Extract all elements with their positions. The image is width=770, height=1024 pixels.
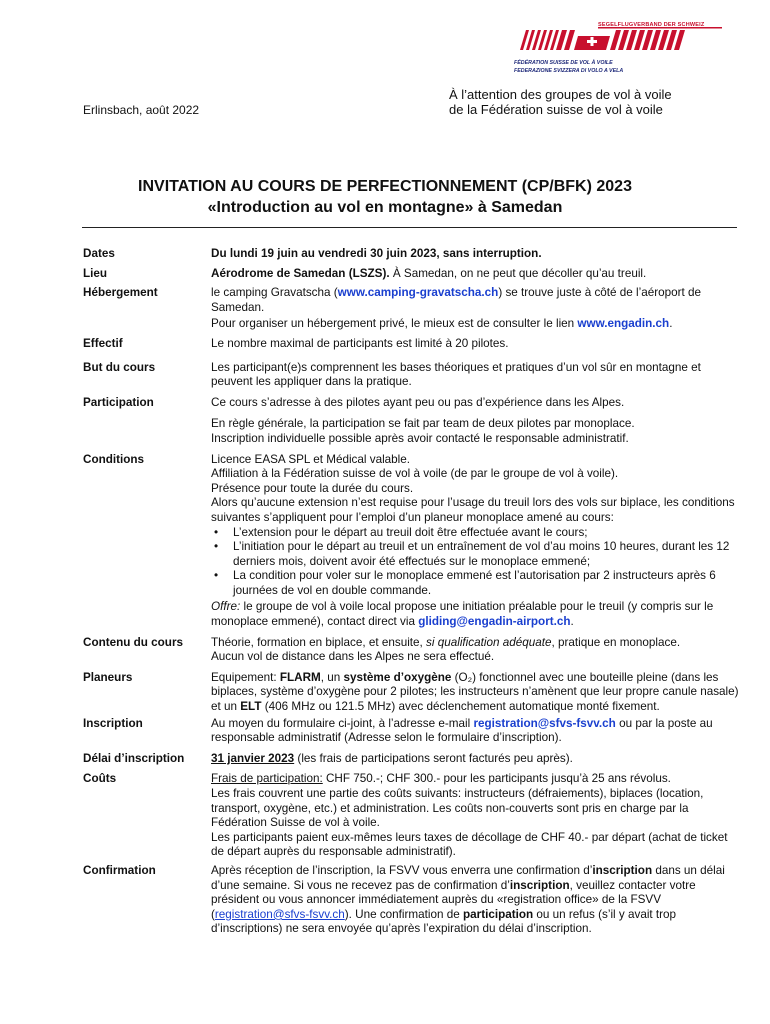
effectif-value: Le nombre maximal de participants est limité à 20 pilotes. [211, 336, 509, 350]
row-participation [83, 396, 743, 447]
conditions-l1: Licence EASA SPL et Médical valable. [211, 452, 411, 466]
camping-link[interactable]: www.camping-gravatscha.ch [337, 286, 499, 300]
participation-p1: Ce cours s’adresse à des pilotes ayant peu ou pas d’expérience dans les Alpes. [211, 395, 625, 409]
planeurs-flarm: FLARM [279, 670, 321, 684]
row-lieu [83, 267, 743, 282]
logo-top-text: SEGELFLUGVERBAND DER SCHWEIZ [598, 22, 705, 28]
addressee-block [449, 87, 672, 117]
conditions-offre [211, 600, 743, 629]
offre-label: Offre: [211, 600, 241, 614]
planeurs-value [211, 671, 743, 715]
engadin-link[interactable]: www.engadin.ch [577, 317, 670, 331]
confirmation-text-c: dans un délai d’une semaine. Si vous ne recevez pas de confirmation d’ [211, 863, 725, 892]
label-dates: Dates [83, 247, 115, 260]
row-contenu [83, 636, 743, 665]
contenu-l1 [211, 636, 743, 651]
planeurs-text-b: , un [320, 670, 344, 684]
but-value: Les participant(e)s comprennent les bases théoriques et pratiques d’un vol sûr en montagne et peuvent les appliquer dans la pratique. [211, 360, 701, 389]
row-couts [83, 772, 743, 860]
dates-value: Du lundi 19 juin au vendredi 30 juin 2023, sans interruption. [211, 247, 542, 260]
offre-text: le groupe de vol à voile local propose une initiation préalable pour le treuil (y compris sur le monoplace emmené), contact direct via [211, 600, 714, 629]
contenu-text-a: Théorie, formation en biplace, et ensuite, [211, 635, 427, 649]
hebergement-text-d: . [669, 317, 673, 331]
title-line-2: «Introduction au vol en montagne» à Samedan [207, 199, 563, 216]
title-line-1: INVITATION AU COURS DE PERFECTIONNEMENT (CP/BFK) 2023 [138, 178, 632, 195]
conditions-l4: Alors qu’aucune extension n’est requise pour l’usage du treuil lors des vols sur biplace, les conditions suivantes s’appliquent pour l’emploi d’un planeur monoplace amené au cours: [211, 496, 735, 524]
label-conditions: Conditions [83, 452, 145, 466]
contenu-italic: si qualification adéquate [426, 635, 552, 649]
confirmation-text-e: ). Une confirmation de [344, 907, 463, 921]
row-inscription [83, 717, 743, 746]
list-item: • La condition pour voler sur le monoplace emmené est l’autorisation par 2 instructeurs après 6 journées de vol en double commande. [233, 569, 743, 598]
row-dates [83, 247, 743, 262]
couts-l2: Les frais couvrent une partie des coûts suivants: instructeurs (défraiements), biplaces (location, transport, oxygène, etc.) et administration. Les coûts non-couverts sont pris en charge par la Fédération Suisse de vol à voile. [211, 787, 704, 830]
hebergement-text-b: ) se trouve juste à côté de l’aéroport de Samedan. [211, 286, 702, 314]
label-contenu: Contenu du cours [83, 635, 183, 649]
participation-p2: En règle générale, la participation se fait par team de deux pilotes par monoplace. [211, 417, 635, 431]
couts-l1 [211, 772, 743, 787]
contenu-l2: Aucun vol de distance dans les Alpes ne sera effectué. [211, 650, 495, 664]
fsvv-logo [514, 22, 724, 76]
inscription-value [211, 717, 743, 746]
inscription-text-b: ou par la poste au responsable administratif (Adresse selon le formulaire d’inscription). [211, 716, 713, 745]
registration-email-link[interactable]: registration@sfvs-fsvv.ch [473, 716, 616, 730]
confirmation-bold-2: inscription [509, 878, 570, 892]
participation-p3: Inscription individuelle possible après avoir contacté le responsable administratif. [211, 431, 629, 445]
confirmation-bold-1: inscription [592, 863, 653, 877]
planeurs-text-a: Equipement: [211, 670, 280, 684]
confirmation-text-d: , veuillez contacter votre président ou vous annoncer immédiatement auprès du «registration office» de la FSVV ( [211, 878, 696, 921]
row-confirmation [83, 864, 743, 937]
offre-end: . [570, 615, 574, 629]
row-hebergement [83, 286, 743, 332]
confirmation-text-f: ou un refus (s’il y avait trop d’inscriptions) ne sera envoyée qu’après l’expiration du délai d’inscription. [211, 907, 677, 936]
title-divider [82, 227, 737, 228]
addressee-line-1: À l’attention des groupes de vol à voile [449, 87, 672, 102]
lieu-bold: Aérodrome de Samedan (LSZS). [211, 266, 390, 280]
row-conditions [83, 453, 743, 630]
logo-line-it: FEDERAZIONE SVIZZERA DI VOLO A VELA [514, 68, 624, 74]
label-planeurs: Planeurs [83, 670, 133, 684]
couts-underlined: Frais de participation: [211, 772, 323, 786]
planeurs-text-c: (O₂) fonctionnel avec une bouteille pleine (dans les biplaces, système d’oxygène pour 2 pilotes; les instructeurs n’amènent que leur propre canule nasale) et un [211, 670, 739, 714]
label-confirmation: Confirmation [83, 863, 156, 877]
couts-l3: Les participants paient eux-mêmes leurs taxes de décollage de CHF 40.- par départ (achat de ticket de départ auprès du responsable administratif). [211, 830, 728, 859]
label-delai: Délai d’inscription [83, 751, 185, 765]
hebergement-p2 [211, 317, 743, 332]
label-lieu: Lieu [83, 266, 108, 280]
row-delai [83, 752, 743, 767]
hebergement-text-c: Pour organiser un hébergement privé, le mieux est de consulter le lien [211, 317, 578, 331]
hebergement-text-a: le camping Gravatscha ( [211, 286, 338, 300]
confirmation-bold-3: participation [463, 907, 534, 921]
planeurs-elt: ELT [240, 700, 262, 714]
confirmation-text-a: Après réception de l’inscription, la FSVV vous enverra une confirmation d’ [211, 863, 593, 877]
label-inscription: Inscription [83, 716, 143, 730]
info-table [83, 247, 743, 937]
list-item: • L’extension pour le départ au treuil doit être effectuée avant le cours; [233, 526, 743, 541]
confirmation-value [211, 864, 743, 937]
label-participation: Participation [83, 395, 154, 409]
planeurs-oxygen: système d’oxygène [343, 670, 452, 684]
conditions-l3: Présence pour toute la durée du cours. [211, 481, 414, 495]
conditions-l2: Affiliation à la Fédération suisse de vol à voile (de par le groupe de vol à voile). [211, 467, 619, 481]
planeurs-text-d: (406 MHz ou 121.5 MHz) avec déclenchement automatique monté fixement. [261, 700, 660, 714]
row-planeurs [83, 671, 743, 715]
list-item: • L’initiation pour le départ au treuil et un entraînement de vol d’au moins 10 heures, durant les 12 derniers mois, doivent avoir été effectués sur le monoplace emmené; [233, 540, 743, 569]
inscription-text-a: Au moyen du formulaire ci-joint, à l’adresse e-mail [211, 716, 474, 730]
label-effectif: Effectif [83, 336, 123, 350]
place-date: Erlinsbach, août 2022 [83, 103, 200, 117]
row-but [83, 361, 743, 390]
hebergement-p1 [211, 286, 743, 315]
delai-text: (les frais de participations seront facturés peu après). [294, 751, 573, 765]
logo-line-fr: FÉDÉRATION SUISSE DE VOL À VOILE [514, 60, 613, 66]
addressee-line-2: de la Fédération suisse de vol à voile [449, 102, 663, 117]
label-but: But du cours [83, 360, 156, 374]
couts-text-1: CHF 750.-; CHF 300.- pour les participants jusqu’à 25 ans révolus. [322, 772, 671, 786]
label-hebergement: Hébergement [83, 286, 158, 300]
gliding-email-link[interactable]: gliding@engadin-airport.ch [418, 615, 571, 629]
registration-office-link[interactable]: registration@sfvs-fsvv.ch [214, 907, 345, 921]
lieu-text: À Samedan, on ne peut que décoller qu’au treuil. [389, 266, 647, 280]
row-effectif [83, 337, 743, 352]
delai-date: 31 janvier 2023 [211, 751, 295, 765]
conditions-list [211, 526, 743, 599]
label-couts: Coûts [83, 772, 117, 786]
contenu-text-b: , pratique en monoplace. [551, 635, 681, 649]
